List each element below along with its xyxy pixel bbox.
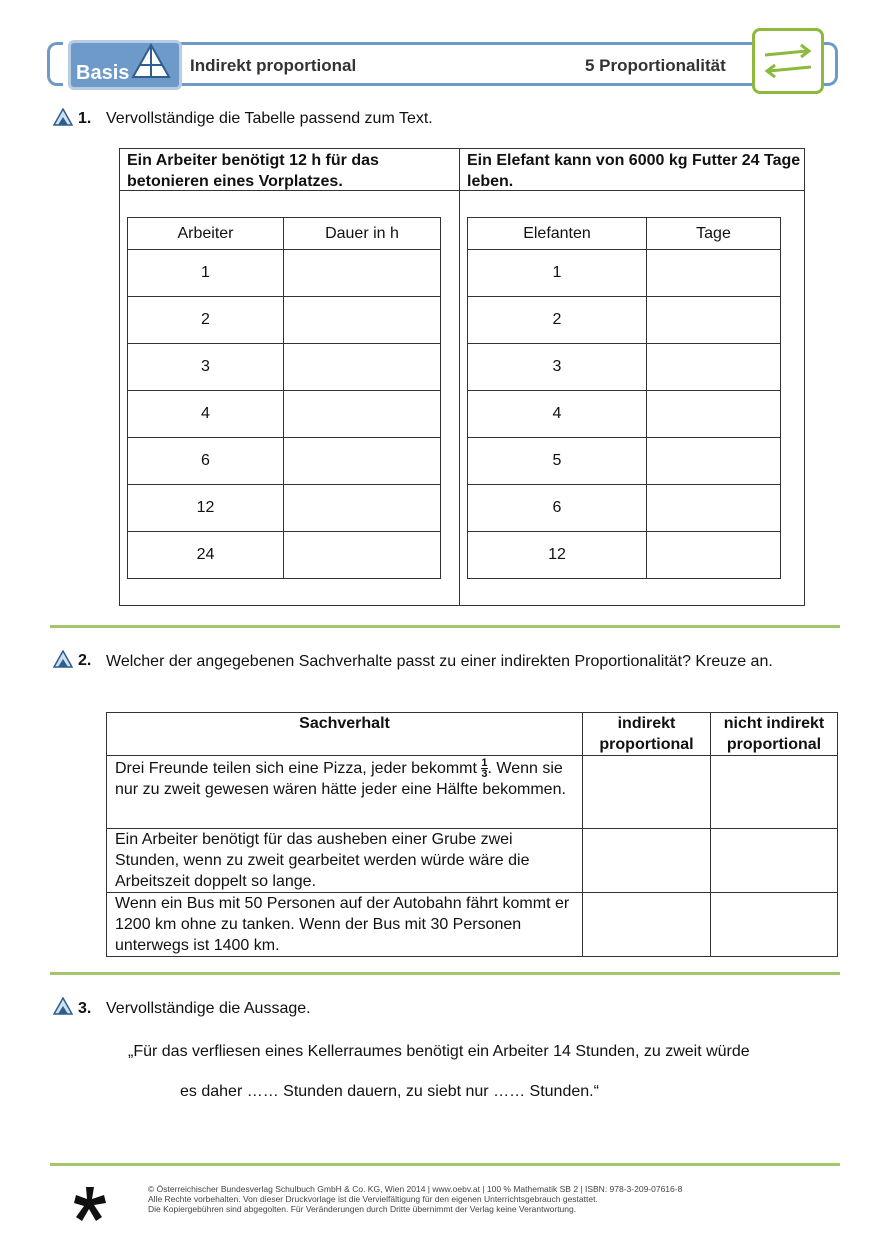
publisher-logo-icon <box>72 1185 108 1223</box>
answer-cell[interactable] <box>647 485 781 532</box>
col-header-indirect: indirekt proportional <box>583 713 711 756</box>
table-cell: 4 <box>128 391 284 438</box>
answer-cell[interactable] <box>284 391 441 438</box>
col-header-workers: Arbeiter <box>128 218 284 250</box>
checkbox-cell[interactable] <box>711 893 838 957</box>
arrows-icon <box>755 31 821 91</box>
situation-cell <box>107 756 583 829</box>
basis-label: Basis <box>76 62 130 84</box>
table-cell: 12 <box>128 485 284 532</box>
footer-divider <box>50 1163 840 1166</box>
proportion-badge <box>752 28 824 94</box>
page-title: Indirekt proportional <box>190 56 357 75</box>
task3-statement-line2: es daher …… Stunden dauern, zu siebt nur …… Stunden.“ <box>180 1083 599 1100</box>
task3-instruction: Vervollständige die Aussage. <box>106 1000 311 1017</box>
header-bracket-left <box>47 42 63 86</box>
table-cell: 6 <box>128 438 284 485</box>
checkbox-cell[interactable] <box>583 756 711 829</box>
difficulty-triangle-icon <box>53 997 73 1015</box>
footer-line: Die Kopiergebühren sind abgegolten. Für Veränderungen durch Dritte übernimmt der Verlag keine Verantwortung. <box>148 1204 577 1214</box>
table-cell: 2 <box>128 297 284 344</box>
situation-cell: Wenn ein Bus mit 50 Personen auf der Autobahn fährt kommt er 1200 km ohne zu tanken. Wenn der Bus mit 30 Personen unterwegs ist 1400 km. <box>107 893 583 957</box>
answer-cell[interactable] <box>647 297 781 344</box>
difficulty-triangle-icon <box>53 650 73 668</box>
answer-cell[interactable] <box>284 485 441 532</box>
answer-cell[interactable] <box>647 532 781 579</box>
answer-cell[interactable] <box>284 438 441 485</box>
col-header-situation: Sachverhalt <box>107 713 583 756</box>
checkbox-cell[interactable] <box>711 829 838 893</box>
task1-left-heading: Ein Arbeiter benötigt 12 h für das betonieren eines Vorplatzes. <box>127 152 379 190</box>
table-cell: 2 <box>468 297 647 344</box>
checkbox-cell[interactable] <box>583 893 711 957</box>
table-cell: 12 <box>468 532 647 579</box>
answer-cell[interactable] <box>284 250 441 297</box>
section-divider <box>50 625 840 628</box>
task2-table <box>106 712 838 957</box>
table-cell: 6 <box>468 485 647 532</box>
answer-cell[interactable] <box>647 391 781 438</box>
fraction-numerator: 1 <box>481 757 488 770</box>
difficulty-triangle-icon <box>53 108 73 126</box>
answer-cell[interactable] <box>284 532 441 579</box>
answer-cell[interactable] <box>284 297 441 344</box>
task1-number: 1. <box>78 110 92 127</box>
chapter-title: 5 Proportionalität <box>585 56 726 75</box>
col-header-days: Tage <box>647 218 781 250</box>
table-cell: 24 <box>128 532 284 579</box>
table-cell: 1 <box>128 250 284 297</box>
answer-cell[interactable] <box>647 344 781 391</box>
answer-cell[interactable] <box>647 438 781 485</box>
section-divider <box>50 972 840 975</box>
table-cell: 5 <box>468 438 647 485</box>
footer-line: Alle Rechte vorbehalten. Von dieser Druckvorlage ist die Vervielfältigung für den eigenen Unterrichtsgebrauch gestattet. <box>148 1194 598 1204</box>
task1-right-table <box>467 217 781 579</box>
checkbox-cell[interactable] <box>711 756 838 829</box>
answer-cell[interactable] <box>647 250 781 297</box>
situation-text-cont: . Wenn sie nur zu zweit gewesen wären hätte jeder eine Hälfte bekommen. <box>115 760 566 799</box>
table-cell: 3 <box>128 344 284 391</box>
footer-line: © Österreichischer Bundesverlag Schulbuch GmbH & Co. KG, Wien 2014 | www.oebv.at | 100 % Mathematik SB 2 | ISBN: 978-3-209-07616-8 <box>148 1184 683 1194</box>
header-bracket-right <box>822 42 838 86</box>
task2-instruction: Welcher der angegebenen Sachverhalte passt zu einer indirekten Proportionalität? Kreuze an. <box>106 653 773 670</box>
table-cell: 3 <box>468 344 647 391</box>
situation-text: Drei Freunde teilen sich eine Pizza, jeder bekommt <box>115 760 477 777</box>
col-header-duration: Dauer in h <box>284 218 441 250</box>
answer-cell[interactable] <box>284 344 441 391</box>
checkbox-cell[interactable] <box>583 829 711 893</box>
header-top-line <box>70 42 820 45</box>
task1-left-table <box>127 217 441 579</box>
task1-divider <box>459 148 460 606</box>
footer-copyright <box>148 1184 682 1214</box>
task3-number: 3. <box>78 1000 92 1017</box>
fraction-denominator: 3 <box>481 768 488 781</box>
col-header-not-indirect: nicht indirekt proportional <box>711 713 838 756</box>
task3-statement-line1: „Für das verfliesen eines Kellerraumes benötigt ein Arbeiter 14 Stunden, zu zweit würde <box>128 1043 750 1060</box>
table-cell: 4 <box>468 391 647 438</box>
task1-right-heading: Ein Elefant kann von 6000 kg Futter 24 Tage leben. <box>467 152 801 190</box>
table-cell: 1 <box>468 250 647 297</box>
task1-instruction: Vervollständige die Tabelle passend zum Text. <box>106 110 433 127</box>
situation-cell: Ein Arbeiter benötigt für das ausheben einer Grube zwei Stunden, wenn zu zweit gearbeitet werden würde wäre die Arbeitszeit doppelt so lange. <box>107 829 583 893</box>
header-bottom-line <box>70 83 820 86</box>
task2-number: 2. <box>78 652 92 669</box>
col-header-elephants: Elefanten <box>468 218 647 250</box>
